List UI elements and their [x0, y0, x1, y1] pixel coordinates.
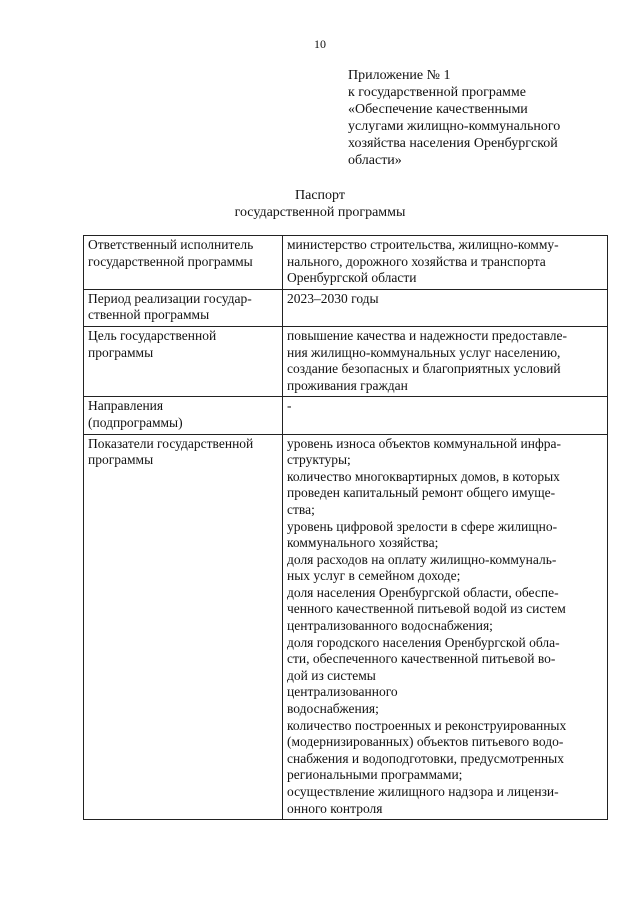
- cell-line: государственной программы: [88, 253, 253, 269]
- cell-line: онного контроля: [287, 800, 383, 816]
- cell-line: 2023–2030 годы: [287, 290, 379, 306]
- appendix-line: услугами жилищно-коммунального: [348, 119, 561, 134]
- appendix-header: [348, 67, 608, 169]
- row-label-cell: [84, 397, 283, 434]
- row-value-cell: [283, 397, 608, 434]
- row-value-cell: [283, 434, 608, 820]
- cell-line: проведен капитальный ремонт общего имуще-: [287, 485, 556, 501]
- document-title: [0, 187, 640, 221]
- passport-table: [83, 235, 608, 820]
- cell-line: водоснабжения;: [287, 701, 379, 717]
- cell-line: -: [287, 398, 292, 414]
- table-row: [84, 236, 608, 290]
- cell-line: структуры;: [287, 452, 351, 468]
- cell-line: Показатели государственной: [88, 435, 254, 451]
- cell-line: Ответственный исполнитель: [88, 237, 254, 252]
- cell-line: количество многоквартирных домов, в которых: [287, 468, 560, 484]
- cell-line: доля населения Оренбургской области, обеспе-: [287, 584, 559, 600]
- page-number: 10: [314, 37, 326, 51]
- cell-line: программы: [88, 452, 154, 468]
- appendix-line: области»: [348, 153, 402, 168]
- cell-line: сти, обеспеченного качественной питьевой во-: [287, 651, 556, 667]
- appendix-line: «Обеспечение качественными: [348, 102, 528, 117]
- cell-line: доля городского населения Оренбургской обла-: [287, 634, 560, 650]
- cell-line: Период реализации государ-: [88, 290, 252, 306]
- cell-line: количество построенных и реконструированных: [287, 717, 567, 733]
- cell-line: проживания граждан: [287, 377, 408, 393]
- cell-line: создание безопасных и благоприятных условий: [287, 361, 561, 377]
- cell-line: уровень цифровой зрелости в сфере жилищно-: [287, 518, 558, 534]
- row-value-cell: [283, 289, 608, 326]
- cell-line: министерство строительства, жилищно-комму-: [287, 237, 559, 252]
- cell-line: ния жилищно-коммунальных услуг населению,: [287, 344, 561, 360]
- appendix-line: хозяйства населения Оренбургской: [348, 136, 558, 151]
- cell-line: снабжения и водоподготовки, предусмотренных: [287, 750, 564, 766]
- row-value-cell: [283, 326, 608, 396]
- row-value-cell: [283, 236, 608, 290]
- table-row: [84, 397, 608, 434]
- row-label-cell: [84, 289, 283, 326]
- cell-line: ченного качественной питьевой водой из систем: [287, 601, 566, 617]
- cell-line: доля расходов на оплату жилищно-коммуналь-: [287, 551, 557, 567]
- table-row: [84, 326, 608, 396]
- table-row: [84, 289, 608, 326]
- cell-line: ственной программы: [88, 307, 210, 323]
- cell-line: региональными программами;: [287, 767, 463, 783]
- row-label-cell: [84, 236, 283, 290]
- appendix-line: к государственной программе: [348, 85, 526, 100]
- cell-line: уровень износа объектов коммунальной инфра-: [287, 435, 561, 451]
- appendix-line: Приложение № 1: [348, 68, 451, 83]
- cell-line: осуществление жилищного надзора и лицензи-: [287, 784, 559, 799]
- cell-line: дой из системы: [287, 667, 376, 683]
- cell-line: Цель государственной: [88, 327, 217, 343]
- row-label-cell: [84, 434, 283, 820]
- cell-line: (подпрограммы): [88, 414, 183, 430]
- title-line-2: государственной программы: [234, 205, 406, 220]
- cell-line: ства;: [287, 501, 315, 517]
- cell-line: централизованного водоснабжения;: [287, 618, 493, 634]
- cell-line: нального, дорожного хозяйства и транспорта: [287, 253, 546, 269]
- cell-line: ных услуг в семейном доходе;: [287, 568, 461, 584]
- cell-line: (модернизированных) объектов питьевого водо-: [287, 734, 564, 750]
- cell-line: Направления: [88, 398, 164, 414]
- cell-line: программы: [88, 344, 154, 360]
- title-line-1: Паспорт: [295, 188, 345, 203]
- cell-line: повышение качества и надежности предоставле-: [287, 327, 568, 343]
- cell-line: коммунального хозяйства;: [287, 535, 439, 551]
- row-label-cell: [84, 326, 283, 396]
- table-row: [84, 434, 608, 820]
- cell-line: Оренбургской области: [287, 270, 417, 286]
- cell-line: централизованного: [287, 684, 398, 700]
